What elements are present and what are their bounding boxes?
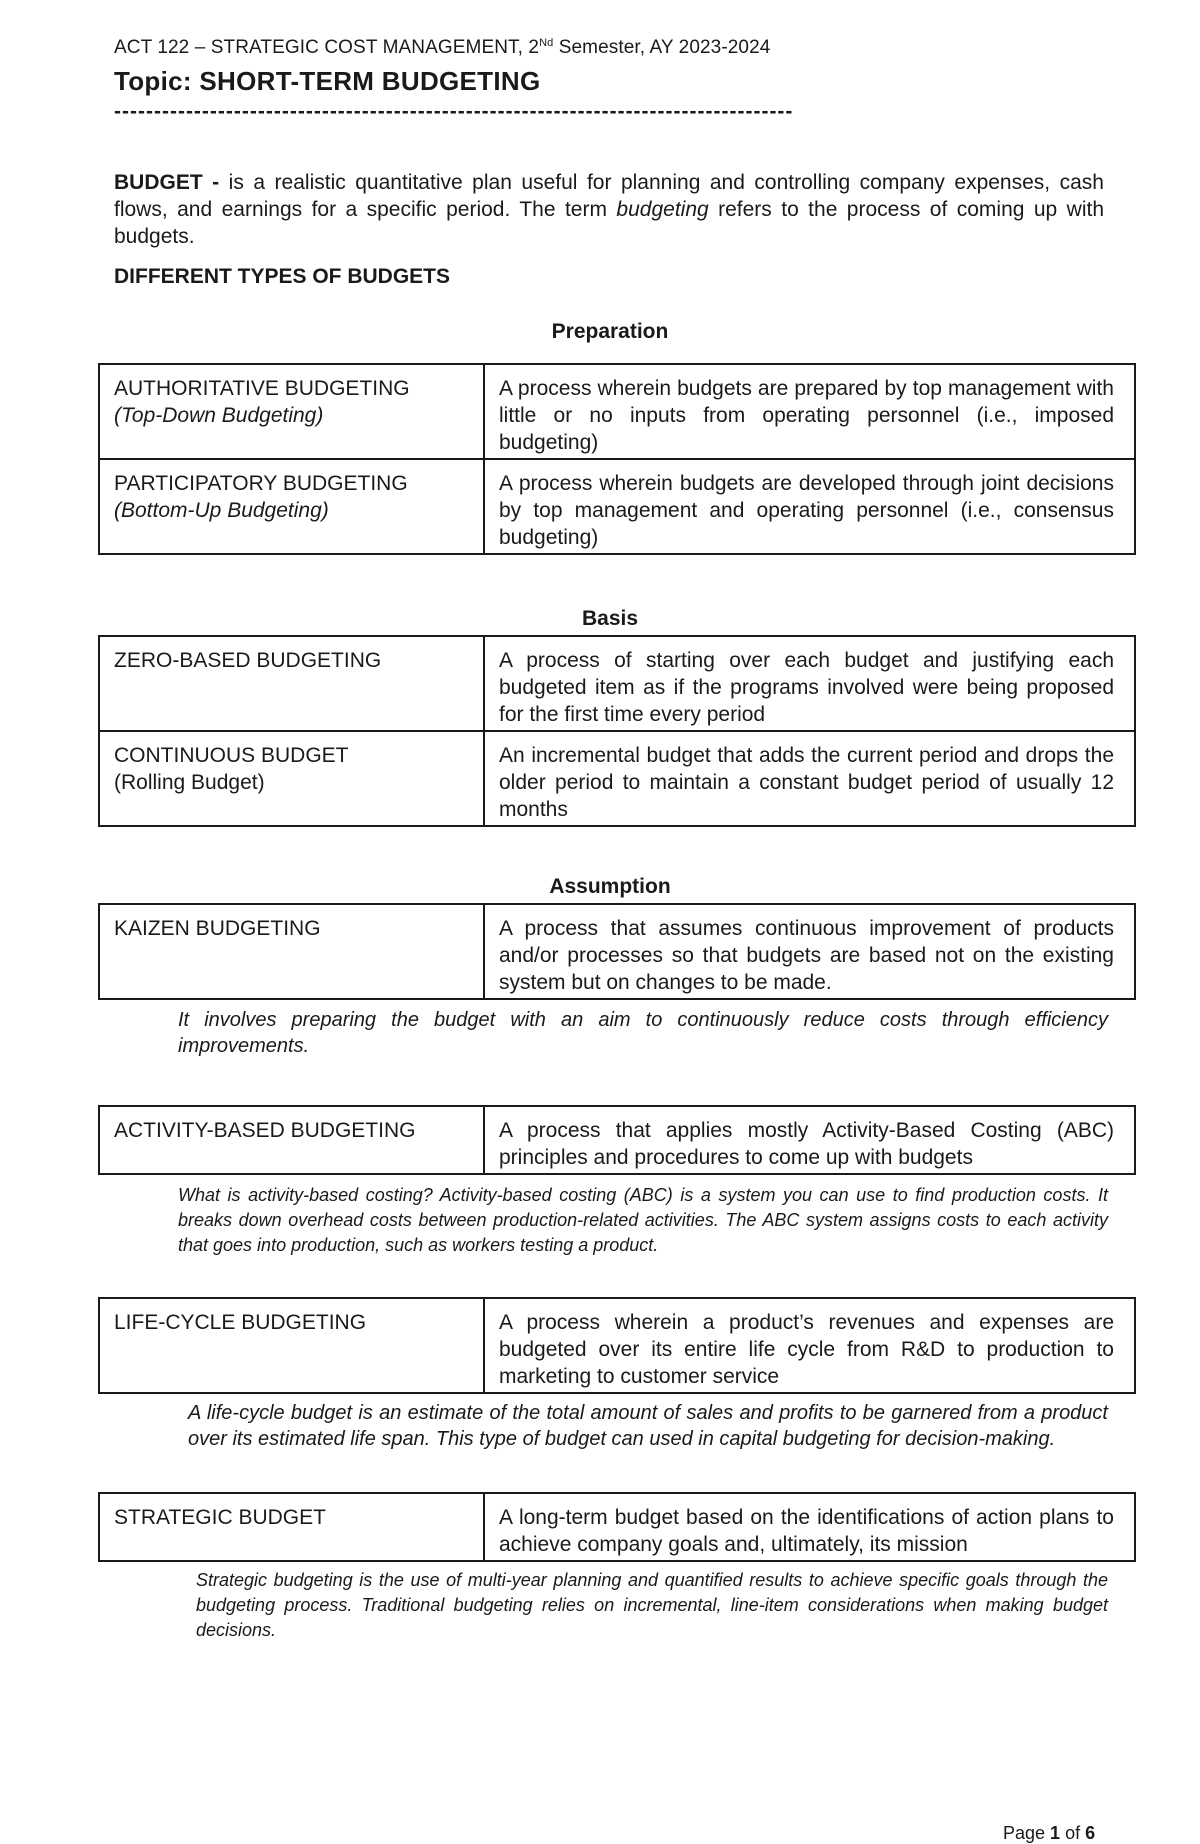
term-cell: AUTHORITATIVE BUDGETING (Top-Down Budgeting) [99,364,484,459]
section-heading-preparation: Preparation [551,320,669,343]
table-row [99,731,1135,826]
term-cell: KAIZEN BUDGETING [99,904,484,999]
page-title: Topic: SHORT-TERM BUDGETING [114,66,541,96]
description-cell: A long-term budget based on the identifications of action plans to achieve company goals and, ultimately, its mission [484,1493,1135,1561]
description-cell: A process wherein budgets are prepared by top management with little or no inputs from operating personnel (i.e., imposed budgeting) [484,364,1135,459]
activity-note: What is activity-based costing? Activity-based costing (ABC) is a system you can use to find production costs. It breaks down overhead costs between production-related activities. The ABC system assigns costs to each activity that goes into production, such as workers testing a product. [178,1185,1108,1255]
strategic-note: Strategic budgeting is the use of multi-year planning and quantified results to achieve specific goals through the budgeting process. Traditional budgeting relies on incremental, line-item considerations when making budget decisions. [196,1570,1108,1640]
table-row [99,459,1135,554]
term-cell: ZERO-BASED BUDGETING [99,636,484,731]
activity-table [98,1105,1136,1175]
basis-table [98,635,1136,827]
description-cell: A process wherein budgets are developed through joint decisions by top management and operating personnel (i.e., consensus budgeting) [484,459,1135,554]
table-row [99,364,1135,459]
types-heading: DIFFERENT TYPES OF BUDGETS [114,265,451,288]
table-row [99,904,1135,999]
description-cell: An incremental budget that adds the current period and drops the older period to maintain a constant budget period of usually 12 months [484,731,1135,826]
course-header: ACT 122 – STRATEGIC COST MANAGEMENT, 2Nd Semester, AY 2023-2024 [114,37,771,58]
description-cell: A process that assumes continuous improvement of products and/or processes so that budgets are based not on the existing system but on changes to be made. [484,904,1135,999]
section-heading-assumption: Assumption [549,875,671,898]
kaizen-table [98,903,1136,1000]
term-cell: ACTIVITY-BASED BUDGETING [99,1106,484,1174]
lifecycle-table [98,1297,1136,1394]
divider: ------------------------------------------------------------------------------------- [114,100,794,123]
term-cell: LIFE-CYCLE BUDGETING [99,1298,484,1393]
budget-definition: BUDGET - is a realistic quantitative plan useful for planning and controlling company expenses, cash flows, and earnings for a specific period. The term budgeting refers to the process of coming up with budgets. [114,171,1104,248]
term-cell: PARTICIPATORY BUDGETING (Bottom-Up Budgeting) [99,459,484,554]
table-row [99,1298,1135,1393]
page-number: Page 1 of 6 [1003,1823,1096,1843]
kaizen-note: It involves preparing the budget with an aim to continuously reduce costs through efficiency improvements. [178,1009,1108,1057]
description-cell: A process of starting over each budget and justifying each budgeted item as if the programs involved were being proposed for the first time every period [484,636,1135,731]
description-cell: A process wherein a product’s revenues and expenses are budgeted over its entire life cycle from R&D to production to marketing to customer service [484,1298,1135,1393]
section-heading-basis: Basis [581,607,639,630]
table-row [99,1493,1135,1561]
table-row [99,1106,1135,1174]
strategic-table [98,1492,1136,1562]
term-cell: CONTINUOUS BUDGET (Rolling Budget) [99,731,484,826]
description-cell: A process that applies mostly Activity-Based Costing (ABC) principles and procedures to come up with budgets [484,1106,1135,1174]
term-cell: STRATEGIC BUDGET [99,1493,484,1561]
table-row [99,636,1135,731]
preparation-table [98,363,1136,555]
lifecycle-note: A life-cycle budget is an estimate of the total amount of sales and profits to be garnered from a product over its estimated life span. This type of budget can used in capital budgeting for decision-making. [188,1402,1108,1450]
